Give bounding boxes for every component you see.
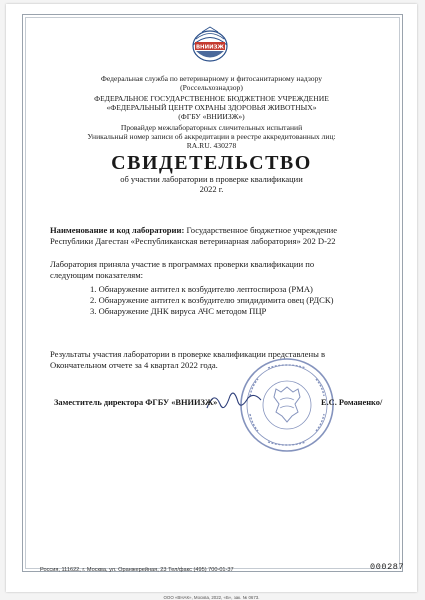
signature-line [54, 398, 387, 407]
vniizzh-logo-icon [188, 24, 232, 68]
certificate-subtitle: об участии лаборатории в проверке квалификации [120, 174, 303, 184]
certificate-year: 2022 г. [199, 184, 224, 194]
signer-position: Заместитель директора ФГБУ «ВНИИЗЖ» [54, 398, 218, 407]
org-line1: ФЕДЕРАЛЬНОЕ ГОСУДАРСТВЕННОЕ БЮДЖЕТНОЕ УЧРЕЖДЕНИЕ [94, 94, 329, 103]
registry-line: Уникальный номер записи об аккредитации в реестре аккредитованных лиц: [87, 132, 336, 141]
list-item: 1. Обнаружение антител к возбудителю лептоспироза (РМА) [90, 284, 313, 294]
participation-text [50, 259, 381, 281]
signer-name: Е.С. Романенко/ [321, 398, 383, 407]
provider-line: Провайдер межлабораторных сличительных испытаний [120, 123, 303, 132]
list-item: 3. Обнаружение ДНК вируса АЧС методом ПЦР [90, 306, 267, 316]
organization-name [36, 94, 387, 121]
org-line2: «ФЕДЕРАЛЬНЫЙ ЦЕНТР ОХРАНЫ ЗДОРОВЬЯ ЖИВОТНЫХ» [106, 103, 317, 112]
lab-label: Наименование и код лаборатории: [50, 225, 185, 235]
results-line1: Результаты участия лаборатории в проверке квалификации представлены в [50, 349, 326, 359]
print-info: ООО «ВНАК», Москва, 2022, «Б», зак. № 0673. [163, 595, 260, 600]
service-name [36, 74, 387, 92]
participation-line1: Лаборатория приняла участие в программах проверки квалификации по [50, 259, 315, 269]
service-line2: (Россельхознадзор) [180, 83, 243, 92]
lab-name-part1: Государственное бюджетное учреждение [184, 225, 338, 235]
indicator-list [90, 284, 377, 317]
certificate-page [6, 4, 417, 600]
lab-name-part2: Республики Дагестан «Республиканская ветеринарная лаборатория» 202 D-22 [50, 236, 336, 246]
results-line2: Окончательном отчете за 4 квартал 2022 года. [50, 360, 218, 370]
serial-number: 000287 [370, 562, 405, 572]
participation-line2: следующим показателям: [50, 270, 144, 280]
provider-info [36, 123, 387, 150]
service-line1: Федеральная служба по ветеринарному и фитосанитарному надзору [100, 74, 323, 83]
registry-number: RA.RU. 430278 [186, 141, 237, 150]
certificate-title: СВИДЕТЕЛЬСТВО [111, 152, 312, 174]
list-item: 2. Обнаружение антител к возбудителю эпидидимита овец (РДСК) [90, 295, 334, 305]
footer-address: Россия, 111622, г. Москва, ул. Оранжерейная, 23 Тел/факс (495) 700-01-37 [40, 567, 234, 573]
lab-name-block [50, 225, 381, 247]
logo-text: ВНИИЗЖ [195, 44, 225, 51]
org-line3: (ФГБУ «ВНИИЗЖ») [178, 112, 245, 121]
